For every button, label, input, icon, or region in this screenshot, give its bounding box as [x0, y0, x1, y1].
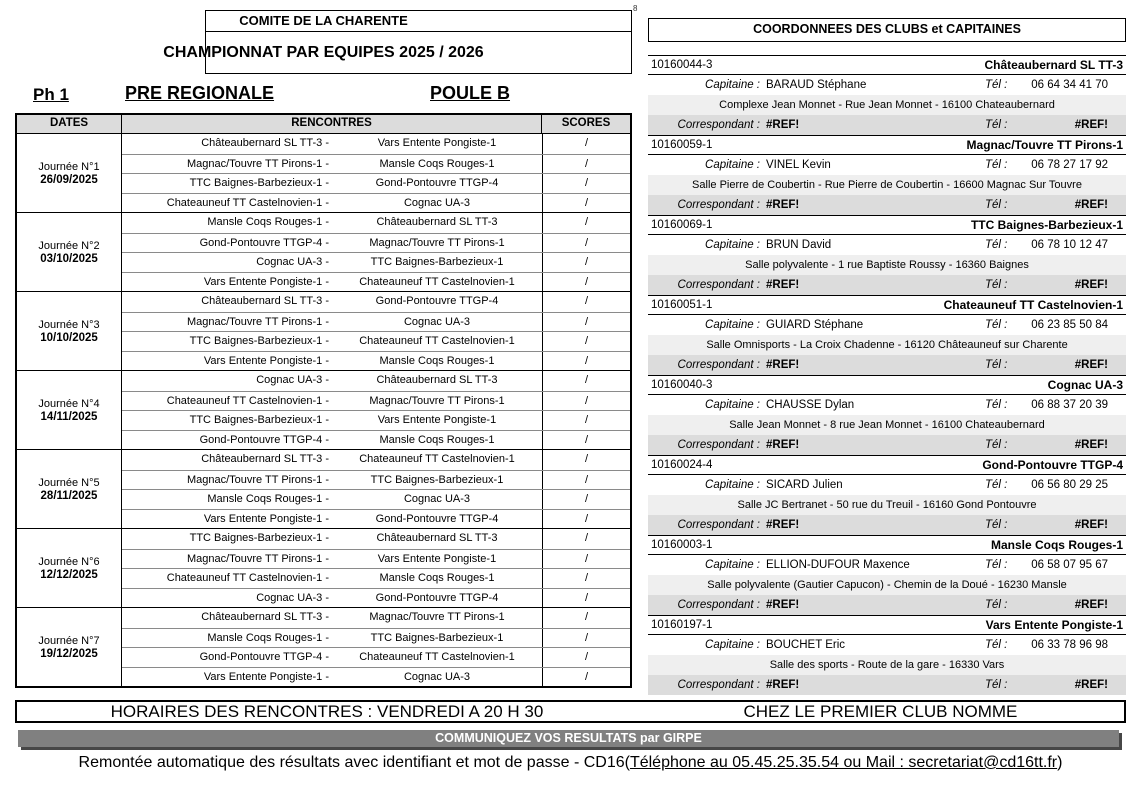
correspondant-ref: #REF! [766, 599, 800, 611]
match-home-team: TTC Baignes-Barbezieux-1 - [189, 335, 329, 347]
match-score: / [542, 589, 630, 608]
match-home-team: Châteaubernard SL TT-3 - [201, 295, 329, 307]
match-score: / [542, 213, 630, 233]
round-label: Journée N°1 [38, 160, 100, 173]
club-captain-row [648, 395, 1126, 415]
round-block [17, 370, 630, 449]
club-captain-row [648, 235, 1126, 255]
schedule-info-box [15, 700, 1126, 723]
captain-name: CHAUSSE Dylan [766, 399, 855, 411]
match-row [122, 233, 630, 253]
club-name: Gond-Pontouvre TTGP-4 [982, 458, 1123, 472]
captain-name: GUIARD Stéphane [766, 319, 864, 331]
tel-label: Tél : [985, 479, 1008, 491]
round-matches [122, 292, 630, 370]
match-away-team: Gond-Pontouvre TTGP-4 [375, 512, 499, 525]
club-address: Salle JC Bertranet - 50 rue du Treuil - 16160 Gond Pontouvre [648, 495, 1126, 515]
match-away-team: Gond-Pontouvre TTGP-4 [375, 591, 499, 604]
club-name: TTC Baignes-Barbezieux-1 [970, 218, 1123, 232]
match-away-team: Mansle Coqs Rouges-1 [379, 157, 495, 170]
correspondant-label: Correspondant : [677, 679, 760, 691]
match-row [122, 667, 630, 687]
match-home-team: Magnac/Touvre TT Pirons-1 - [186, 157, 329, 170]
round-date-cell [17, 371, 122, 449]
match-home-team: Vars Entente Pongiste-1 - [203, 670, 329, 683]
pool-label: POULE B [430, 83, 511, 103]
club-address: Salle Omnisports - La Croix Chadenne - 16120 Châteauneuf sur Charente [648, 335, 1126, 355]
match-score: / [542, 174, 630, 193]
capitaine-label: Capitaine : [705, 319, 760, 331]
match-home-team: Magnac/Touvre TT Pirons-1 - [186, 315, 329, 328]
tel-label: Tél : [985, 559, 1008, 571]
club-name: Chateauneuf TT Castelnovien-1 [943, 298, 1123, 312]
match-row [122, 134, 630, 154]
match-score: / [542, 608, 630, 628]
match-home-team: Gond-Pontouvre TTGP-4 - [199, 651, 329, 663]
correspondant-label: Correspondant : [677, 119, 760, 131]
match-row [122, 312, 630, 332]
match-score: / [542, 332, 630, 351]
tel-label: Tél : [985, 679, 1008, 691]
tel-label: Tél : [985, 159, 1008, 171]
club-address: Complexe Jean Monnet - Rue Jean Monnet - 16100 Chateaubernard [648, 95, 1126, 115]
match-row [122, 193, 630, 213]
phase-label: Ph 1 [33, 85, 69, 104]
tel-label: Tél : [985, 319, 1008, 331]
capitaine-label: Capitaine : [705, 399, 760, 411]
club-block [648, 615, 1126, 695]
match-home-team: Châteaubernard SL TT-3 - [201, 137, 329, 149]
club-captain-row [648, 475, 1126, 495]
match-row [122, 213, 630, 233]
match-row [122, 588, 630, 608]
match-home-team: Chateauneuf TT Castelnovien-1 - [166, 196, 329, 209]
match-score: / [542, 352, 630, 371]
round-label: Journée N°3 [38, 318, 100, 331]
capitaine-label: Capitaine : [705, 239, 760, 251]
match-away-team: TTC Baignes-Barbezieux-1 [370, 256, 504, 268]
capitaine-label: Capitaine : [705, 159, 760, 171]
match-score: / [542, 194, 630, 213]
club-block [648, 55, 1126, 135]
correspondant-label: Correspondant : [677, 359, 760, 371]
match-row [122, 371, 630, 391]
match-away-team: Magnac/Touvre TT Pirons-1 [369, 236, 505, 249]
match-home-team: Chateauneuf TT Castelnovien-1 - [166, 394, 329, 407]
horaires-text: HORAIRES DES RENCONTRES : VENDREDI A 20 H 30 [110, 701, 544, 721]
match-home-team: Cognac UA-3 - [256, 256, 329, 268]
round-label: Journée N°2 [38, 239, 100, 252]
match-row [122, 529, 630, 549]
club-address: Salle des sports - Route de la gare - 16330 Vars [648, 655, 1126, 675]
match-row [122, 430, 630, 450]
match-row [122, 154, 630, 174]
round-label: Journée N°5 [38, 476, 100, 489]
match-score: / [542, 253, 630, 272]
correspondant-tel-ref: #REF! [1074, 359, 1108, 371]
round-label: Journée N°4 [38, 397, 100, 410]
round-matches [122, 450, 630, 528]
correspondant-ref: #REF! [766, 439, 800, 451]
match-score: / [542, 392, 630, 411]
match-score: / [542, 155, 630, 174]
match-row [122, 608, 630, 628]
match-away-team: Chateauneuf TT Castelnovien-1 [359, 335, 515, 347]
club-block [648, 295, 1126, 375]
correspondant-label: Correspondant : [677, 519, 760, 531]
match-row [122, 647, 630, 667]
match-score: / [542, 431, 630, 450]
match-home-team: Châteaubernard SL TT-3 - [201, 453, 329, 465]
match-row [122, 450, 630, 470]
column-header-rencontres: RENCONTRES [122, 115, 542, 133]
match-score: / [542, 629, 630, 648]
match-row [122, 568, 630, 588]
match-row [122, 173, 630, 193]
round-label: Journée N°6 [38, 555, 100, 568]
round-date-cell [17, 608, 122, 686]
round-matches [122, 134, 630, 212]
club-address: Salle Jean Monnet - 8 rue Jean Monnet - 16100 Chateaubernard [648, 415, 1126, 435]
captain-phone: 06 88 37 20 39 [1031, 399, 1108, 411]
correspondant-tel-ref: #REF! [1074, 679, 1108, 691]
captain-phone: 06 78 10 12 47 [1031, 239, 1108, 251]
correspondant-tel-ref: #REF! [1074, 599, 1108, 611]
column-header-scores: SCORES [561, 117, 611, 129]
correspondant-label: Correspondant : [677, 439, 760, 451]
match-home-team: Cognac UA-3 - [256, 591, 329, 604]
match-away-team: Cognac UA-3 [403, 315, 471, 328]
club-captain-row [648, 315, 1126, 335]
schedule-table [15, 113, 632, 688]
round-matches [122, 213, 630, 291]
club-name: Magnac/Touvre TT Pirons-1 [966, 138, 1123, 152]
correspondant-tel-ref: #REF! [1074, 519, 1108, 531]
round-date-cell [17, 134, 122, 212]
round-date: 10/10/2025 [40, 331, 98, 344]
round-date-cell [17, 213, 122, 291]
club-captain-row [648, 635, 1126, 655]
captain-name: VINEL Kevin [766, 159, 831, 171]
match-score: / [542, 313, 630, 332]
club-block [648, 455, 1126, 535]
club-correspondant-row [648, 675, 1126, 695]
captain-phone: 06 33 78 96 98 [1031, 639, 1108, 651]
round-date: 19/12/2025 [40, 647, 98, 660]
club-correspondant-row [648, 275, 1126, 295]
club-header-row [648, 295, 1126, 315]
match-row [122, 489, 630, 509]
club-header-row [648, 135, 1126, 155]
correspondant-tel-ref: #REF! [1074, 119, 1108, 131]
correspondant-ref: #REF! [766, 199, 800, 211]
round-block [17, 528, 630, 607]
correspondant-label: Correspondant : [677, 599, 760, 611]
round-date: 03/10/2025 [40, 252, 98, 265]
match-score: / [542, 134, 630, 154]
correspondant-ref: #REF! [766, 359, 800, 371]
championship-title: CHAMPIONNAT PAR EQUIPES 2025 / 2026 [163, 44, 484, 61]
match-row [122, 351, 630, 371]
match-score: / [542, 490, 630, 509]
match-away-team: Châteaubernard SL TT-3 [376, 216, 498, 228]
round-matches [122, 529, 630, 607]
schedule-body [17, 134, 630, 686]
match-away-team: Magnac/Touvre TT Pirons-1 [369, 394, 505, 407]
captain-name: BRUN David [766, 239, 832, 251]
match-score: / [542, 450, 630, 470]
tel-label: Tél : [985, 199, 1008, 211]
match-away-team: TTC Baignes-Barbezieux-1 [370, 473, 504, 486]
match-score: / [542, 510, 630, 529]
match-away-team: Vars Entente Pongiste-1 [377, 414, 497, 426]
club-correspondant-row [648, 115, 1126, 135]
match-away-team: Cognac UA-3 [403, 493, 471, 505]
match-away-team: Gond-Pontouvre TTGP-4 [375, 295, 499, 307]
tel-label: Tél : [985, 519, 1008, 531]
club-header-row [648, 55, 1126, 75]
match-home-team: TTC Baignes-Barbezieux-1 - [189, 177, 329, 189]
captain-phone: 06 58 07 95 67 [1031, 559, 1108, 571]
club-name: Châteaubernard SL TT-3 [984, 58, 1123, 72]
match-score: / [542, 550, 630, 569]
footer-note-suffix: ) [1057, 754, 1063, 771]
tel-label: Tél : [985, 599, 1008, 611]
match-home-team: Gond-Pontouvre TTGP-4 - [199, 433, 329, 446]
match-home-team: Cognac UA-3 - [256, 374, 329, 386]
match-home-team: Mansle Coqs Rouges-1 - [207, 631, 329, 644]
match-home-team: TTC Baignes-Barbezieux-1 - [189, 532, 329, 544]
match-away-team: Chateauneuf TT Castelnovien-1 [359, 453, 515, 465]
match-home-team: TTC Baignes-Barbezieux-1 - [189, 414, 329, 426]
captain-phone: 06 64 34 41 70 [1031, 79, 1108, 91]
club-address: Salle polyvalente (Gautier Capucon) - Chemin de la Doué - 16230 Mansle [648, 575, 1126, 595]
match-row [122, 549, 630, 569]
footer-note-prefix: Remontée automatique des résultats avec identifiant et mot de passe - CD16( [78, 754, 630, 771]
match-score: / [542, 648, 630, 667]
correspondant-tel-ref: #REF! [1074, 439, 1108, 451]
tel-label: Tél : [985, 79, 1008, 91]
results-banner: COMMUNIQUEZ VOS RESULTATS par GIRPE [18, 730, 1119, 747]
match-home-team: Vars Entente Pongiste-1 - [203, 512, 329, 525]
round-date: 26/09/2025 [40, 173, 98, 186]
club-name: Mansle Coqs Rouges-1 [990, 538, 1123, 552]
club-name: Vars Entente Pongiste-1 [985, 618, 1123, 632]
round-date: 14/11/2025 [40, 410, 98, 423]
club-header-row [648, 455, 1126, 475]
club-header-row [648, 215, 1126, 235]
clubs-panel [648, 18, 1126, 695]
match-row [122, 292, 630, 312]
round-matches [122, 608, 630, 686]
round-date-cell [17, 292, 122, 370]
match-score: / [542, 529, 630, 549]
match-home-team: Châteaubernard SL TT-3 - [201, 611, 329, 623]
match-home-team: Chateauneuf TT Castelnovien-1 - [166, 572, 329, 584]
club-captain-row [648, 555, 1126, 575]
correspondant-ref: #REF! [766, 519, 800, 531]
match-score: / [542, 273, 630, 292]
round-block [17, 449, 630, 528]
schedule-header-row [17, 115, 630, 134]
tel-label: Tél : [985, 439, 1008, 451]
correspondant-ref: #REF! [766, 119, 800, 131]
tel-label: Tél : [985, 399, 1008, 411]
club-block [648, 135, 1126, 215]
match-score: / [542, 471, 630, 490]
correspondant-ref: #REF! [766, 679, 800, 691]
round-block [17, 607, 630, 686]
match-away-team: Vars Entente Pongiste-1 [377, 552, 497, 565]
club-correspondant-row [648, 355, 1126, 375]
round-label: Journée N°7 [38, 634, 100, 647]
match-row [122, 628, 630, 648]
match-row [122, 509, 630, 529]
club-captain-row [648, 155, 1126, 175]
match-away-team: Mansle Coqs Rouges-1 [379, 572, 495, 584]
club-block [648, 375, 1126, 455]
correspondant-label: Correspondant : [677, 199, 760, 211]
club-id: 10160024-4 [651, 459, 713, 471]
club-header-row [648, 535, 1126, 555]
club-captain-row [648, 75, 1126, 95]
match-home-team: Vars Entente Pongiste-1 - [203, 275, 329, 288]
tel-label: Tél : [985, 279, 1008, 291]
match-row [122, 410, 630, 430]
committee-title: COMITE DE LA CHARENTE [239, 13, 408, 28]
capitaine-label: Capitaine : [705, 479, 760, 491]
match-away-team: Châteaubernard SL TT-3 [376, 532, 498, 544]
captain-name: SICARD Julien [766, 479, 843, 491]
club-header-row [648, 615, 1126, 635]
first-club-text: CHEZ LE PREMIER CLUB NOMME [743, 701, 1018, 721]
club-id: 10160197-1 [651, 619, 713, 631]
captain-name: BOUCHET Eric [766, 639, 846, 651]
match-home-team: Vars Entente Pongiste-1 - [203, 354, 329, 367]
match-score: / [542, 668, 630, 687]
match-row [122, 272, 630, 292]
captain-name: ELLION-DUFOUR Maxence [766, 559, 910, 571]
club-address: Salle polyvalente - 1 rue Baptiste Roussy - 16360 Baignes [648, 255, 1126, 275]
match-away-team: Mansle Coqs Rouges-1 [379, 354, 495, 367]
round-block [17, 212, 630, 291]
correspondant-tel-ref: #REF! [1074, 199, 1108, 211]
match-away-team: Chateauneuf TT Castelnovien-1 [359, 651, 515, 663]
match-away-team: Cognac UA-3 [403, 196, 471, 209]
match-home-team: Gond-Pontouvre TTGP-4 - [199, 236, 329, 249]
round-date: 28/11/2025 [40, 489, 98, 502]
match-score: / [542, 234, 630, 253]
tel-label: Tél : [985, 359, 1008, 371]
round-date: 12/12/2025 [40, 568, 98, 581]
club-id: 10160069-1 [651, 219, 713, 231]
match-score: / [542, 569, 630, 588]
club-id: 10160044-3 [651, 59, 713, 71]
page-number-mark: 8 [633, 4, 638, 13]
club-correspondant-row [648, 435, 1126, 455]
column-header-dates: DATES [17, 115, 122, 133]
round-block [17, 291, 630, 370]
captain-phone: 06 78 27 17 92 [1031, 159, 1108, 171]
correspondant-ref: #REF! [766, 279, 800, 291]
club-id: 10160003-1 [651, 539, 713, 551]
match-home-team: Magnac/Touvre TT Pirons-1 - [186, 552, 329, 565]
club-block [648, 535, 1126, 615]
correspondant-label: Correspondant : [677, 279, 760, 291]
round-date-cell [17, 450, 122, 528]
match-row [122, 331, 630, 351]
match-score: / [542, 292, 630, 312]
tel-label: Tél : [985, 239, 1008, 251]
capitaine-label: Capitaine : [705, 79, 760, 91]
round-block [17, 134, 630, 212]
tel-label: Tél : [985, 119, 1008, 131]
club-correspondant-row [648, 515, 1126, 535]
match-away-team: TTC Baignes-Barbezieux-1 [370, 631, 504, 644]
match-away-team: Mansle Coqs Rouges-1 [379, 433, 495, 446]
round-matches [122, 371, 630, 449]
match-row [122, 252, 630, 272]
round-date-cell [17, 529, 122, 607]
captain-phone: 06 23 85 50 84 [1031, 319, 1108, 331]
match-away-team: Magnac/Touvre TT Pirons-1 [369, 611, 505, 623]
club-header-row [648, 375, 1126, 395]
club-id: 10160051-1 [651, 299, 713, 311]
captain-name: BARAUD Stéphane [766, 79, 867, 91]
club-address: Salle Pierre de Coubertin - Rue Pierre de Coubertin - 16600 Magnac Sur Touvre [648, 175, 1126, 195]
club-correspondant-row [648, 195, 1126, 215]
match-away-team: Châteaubernard SL TT-3 [376, 374, 498, 386]
match-home-team: Mansle Coqs Rouges-1 - [207, 493, 329, 505]
club-block [648, 215, 1126, 295]
club-id: 10160059-1 [651, 139, 713, 151]
clubs-panel-title: COORDONNEES DES CLUBS et CAPITAINES [648, 18, 1126, 42]
clubs-list [648, 55, 1126, 695]
division-label: PRE REGIONALE [125, 83, 275, 103]
contact-link[interactable]: Téléphone au 05.45.25.35.54 ou Mail : secretariat@cd16tt.fr [629, 754, 1058, 771]
club-correspondant-row [648, 595, 1126, 615]
match-row [122, 391, 630, 411]
match-away-team: Chateauneuf TT Castelnovien-1 [359, 275, 515, 288]
correspondant-tel-ref: #REF! [1074, 279, 1108, 291]
captain-phone: 06 56 80 29 25 [1031, 479, 1108, 491]
tel-label: Tél : [985, 639, 1008, 651]
capitaine-label: Capitaine : [705, 639, 760, 651]
club-name: Cognac UA-3 [1047, 378, 1123, 392]
match-row [122, 470, 630, 490]
capitaine-label: Capitaine : [705, 559, 760, 571]
match-away-team: Gond-Pontouvre TTGP-4 [375, 177, 499, 189]
club-id: 10160040-3 [651, 379, 713, 391]
footer-note [0, 754, 1141, 772]
match-score: / [542, 371, 630, 391]
match-away-team: Vars Entente Pongiste-1 [377, 137, 497, 149]
match-home-team: Magnac/Touvre TT Pirons-1 - [186, 473, 329, 486]
match-away-team: Cognac UA-3 [403, 670, 471, 683]
match-score: / [542, 411, 630, 430]
match-home-team: Mansle Coqs Rouges-1 - [207, 216, 329, 228]
